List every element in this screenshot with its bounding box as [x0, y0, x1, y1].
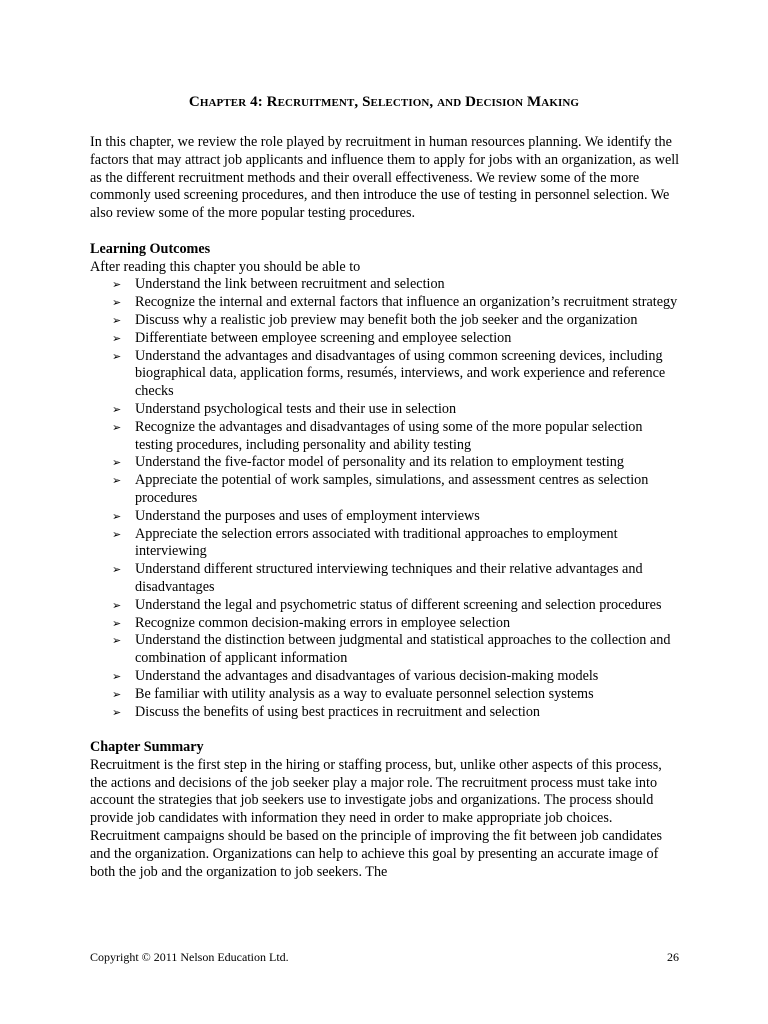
arrow-bullet-icon: ➢ — [112, 598, 122, 612]
learning-outcome-text: Understand the legal and psychometric status of different screening and selection procedures — [135, 596, 662, 613]
chapter-summary-heading: Chapter Summary — [90, 739, 204, 756]
learning-outcome-text: Discuss the benefits of using best practices in recruitment and selection — [135, 703, 541, 720]
arrow-bullet-icon: ➢ — [112, 687, 122, 701]
arrow-bullet-icon: ➢ — [112, 456, 122, 470]
learning-outcome-item — [90, 348, 682, 401]
learning-outcome-item — [90, 330, 682, 348]
arrow-bullet-icon: ➢ — [112, 402, 122, 416]
learning-outcome-item — [90, 632, 682, 668]
arrow-bullet-icon: ➢ — [112, 509, 122, 523]
learning-outcome-text: Understand different structured interviewing techniques and their relative advantages and disadvantages — [135, 561, 643, 595]
learning-outcomes-heading: Learning Outcomes — [90, 240, 211, 257]
learning-outcome-text: Recognize the internal and external factors that influence an organization’s recruitment strategy — [135, 294, 678, 311]
learning-outcome-item — [90, 419, 682, 455]
arrow-bullet-icon: ➢ — [112, 313, 122, 327]
arrow-bullet-icon: ➢ — [112, 331, 122, 345]
learning-outcome-item — [90, 597, 682, 615]
learning-outcome-text: Understand psychological tests and their use in selection — [135, 400, 457, 417]
learning-outcome-item — [90, 472, 682, 508]
copyright-notice: Copyright © 2011 Nelson Education Ltd. — [90, 950, 289, 964]
learning-outcome-item — [90, 686, 682, 704]
learning-outcome-text: Understand the distinction between judgmental and statistical approaches to the collection and combination of applicant information — [135, 632, 671, 667]
learning-outcome-text: Understand the five-factor model of personality and its relation to employment testing — [135, 454, 624, 471]
arrow-bullet-icon: ➢ — [112, 616, 122, 630]
learning-outcome-item — [90, 615, 682, 633]
learning-outcome-text: Recognize the advantages and disadvantages of using some of the more popular selection testing procedures, including personality and ability testing — [135, 418, 643, 453]
learning-outcomes-list — [90, 276, 682, 721]
page-content — [90, 134, 682, 881]
arrow-bullet-icon: ➢ — [112, 669, 122, 683]
learning-outcome-text: Appreciate the selection errors associated with traditional approaches to employment interviewing — [135, 525, 618, 560]
learning-outcome-text: Understand the purposes and uses of employment interviews — [135, 507, 480, 524]
learning-outcome-item — [90, 526, 682, 562]
arrow-bullet-icon: ➢ — [112, 563, 122, 577]
page-number: 26 — [667, 950, 679, 964]
arrow-bullet-icon: ➢ — [112, 278, 122, 292]
learning-outcome-item — [90, 668, 682, 686]
learning-outcome-item — [90, 454, 682, 472]
chapter-title: Chapter 4: Recruitment, Selection, and Decision Making — [188, 94, 580, 110]
learning-outcome-item — [90, 401, 682, 419]
chapter-summary-text: Recruitment is the first step in the hiring or staffing process, but, unlike other aspects of this process, the actions and decisions of the job seeker play a major role. The recruitment process must take into account the strategies that job seekers use to investigate jobs and organizations. The process should provide job candidates with information they need in order to make appropriate job choices. Recruitment campaigns should be based on the principle of improving the fit between job candidates and the organization. Organizations can help to achieve this goal by presenting an accurate image of both the job and the organization to job seekers. The — [90, 756, 663, 880]
arrow-bullet-icon: ➢ — [112, 705, 122, 719]
learning-outcome-text: Understand the link between recruitment and selection — [135, 276, 445, 293]
arrow-bullet-icon: ➢ — [112, 634, 122, 648]
learning-outcome-text: Discuss why a realistic job preview may benefit both the job seeker and the organization — [135, 311, 638, 328]
learning-outcome-text: Differentiate between employee screening and employee selection — [135, 329, 512, 346]
learning-outcome-text: Understand the advantages and disadvantages of various decision-making models — [135, 667, 599, 684]
learning-outcomes-lead: After reading this chapter you should be able to — [90, 258, 361, 275]
arrow-bullet-icon: ➢ — [112, 296, 122, 310]
learning-outcome-text: Be familiar with utility analysis as a way to evaluate personnel selection systems — [135, 685, 594, 702]
learning-outcome-text: Appreciate the potential of work samples, simulations, and assessment centres as selection procedures — [135, 472, 649, 506]
learning-outcome-item — [90, 508, 682, 526]
arrow-bullet-icon: ➢ — [112, 474, 122, 488]
arrow-bullet-icon: ➢ — [112, 349, 122, 363]
arrow-bullet-icon: ➢ — [112, 420, 122, 434]
learning-outcome-item — [90, 294, 682, 312]
learning-outcome-text: Understand the advantages and disadvantages of using common screening devices, including biographical data, application forms, resumés, interviews, and work experience and reference checks — [135, 347, 666, 400]
learning-outcome-item — [90, 276, 682, 294]
intro-paragraph: In this chapter, we review the role played by recruitment in human resources planning. We identify the factors that may attract job applicants and influence them to apply for jobs with an organization, as well as the different recruitment methods and their overall effectiveness. We review some of the more commonly used screening procedures, and then introduce the use of testing in personnel selection. We also review some of the more popular testing procedures. — [90, 134, 680, 222]
learning-outcome-text: Recognize common decision-making errors in employee selection — [135, 614, 511, 631]
learning-outcome-item — [90, 312, 682, 330]
learning-outcome-item — [90, 704, 682, 722]
arrow-bullet-icon: ➢ — [112, 527, 122, 541]
learning-outcome-item — [90, 561, 682, 597]
